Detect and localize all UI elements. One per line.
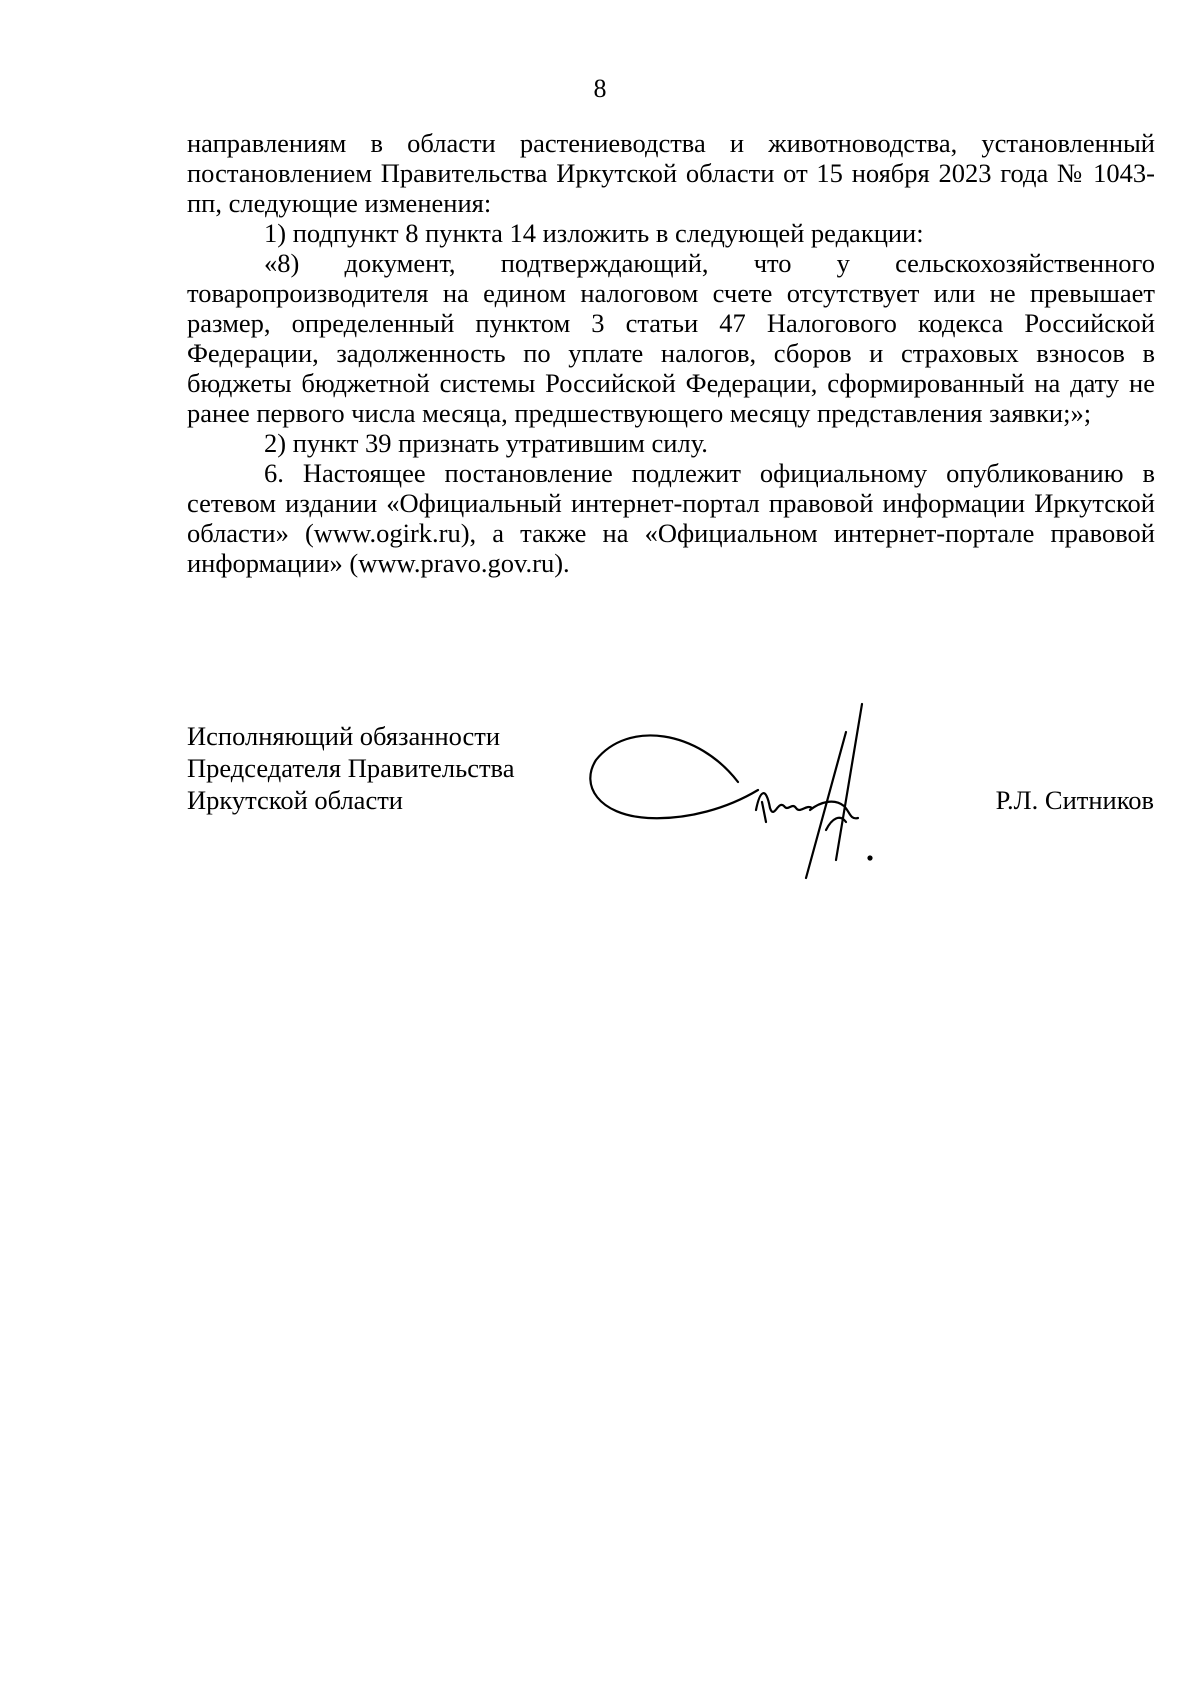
paragraph-amendment-1: 1) подпункт 8 пункта 14 изложить в следующей редакции: [264,218,924,248]
position-line: Исполняющий обязанности [187,721,501,751]
paragraph-continuation: направлениям в области растениеводства и животноводства, установленный постановлением Правительства Иркутской области от 15 ноября 2023 года № 1043-пп, следующие изменения: [187,128,1155,218]
handwritten-signature [588,690,938,900]
paragraph-publication: 6. Настоящее постановление подлежит официальному опубликованию в сетевом издании «Официальный интернет-портал правовой информации Иркутской области» (www.ogirk.ru), а также на «Официальном интернет-портале правовой информации» (www.pravo.gov.ru). [187,458,1155,578]
document-body [187,128,1155,578]
signer-name: Р.Л. Ситников [995,785,1154,815]
paragraph-new-wording: «8) документ, подтверждающий, что у сельскохозяйственного товаропроизводителя на едином налоговом счете отсутствует или не превышает размер, определенный пунктом 3 статьи 47 Налогового кодекса Российской Федерации, задолженность по уплате налогов, сборов и страховых взносов в бюджеты бюджетной системы Российской Федерации, сформированный на дату не ранее первого числа месяца, предшествующего месяцу представления заявки;»; [187,248,1155,428]
signatory-position [187,720,515,816]
page-number: 8 [593,74,607,103]
position-line: Иркутской области [187,785,403,815]
position-line: Председателя Правительства [187,753,515,783]
paragraph-amendment-2: 2) пункт 39 признать утратившим силу. [264,428,708,458]
